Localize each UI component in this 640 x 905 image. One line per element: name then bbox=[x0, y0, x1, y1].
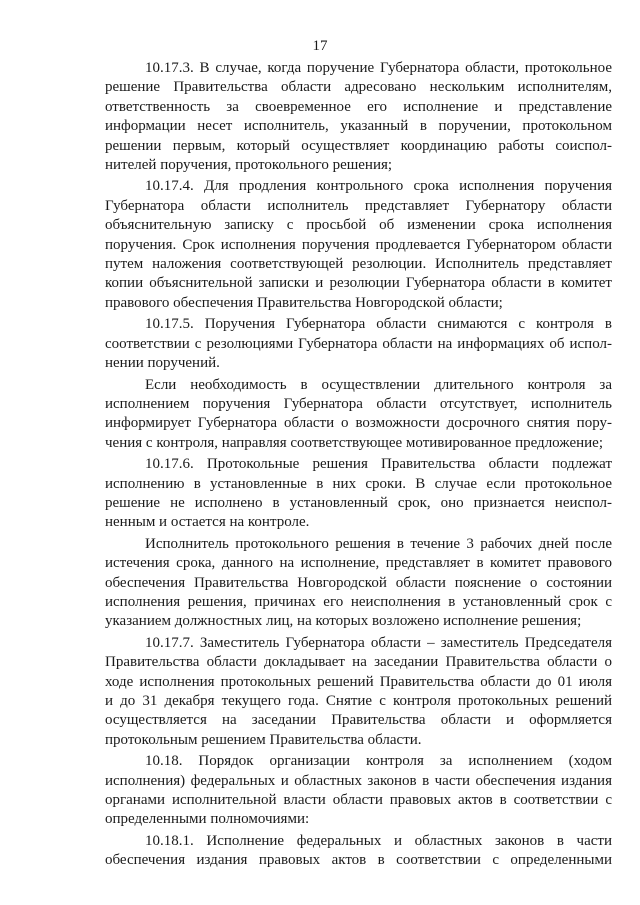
paragraph-10-18-1 bbox=[105, 832, 612, 871]
text-line: Губернатора области исполнитель представляет Губернатору области bbox=[105, 197, 612, 214]
text-line: ответственность за своевременное его исполнение и представление bbox=[105, 98, 612, 115]
text-line: Если необходимость в осуществлении длительного контроля за bbox=[145, 376, 612, 393]
text-line: органами исполнительной власти области правовых актов в соответствии с bbox=[105, 792, 612, 809]
text-line: чения с контроля, направляя соответствующее мотивированное предложение; bbox=[105, 434, 604, 451]
paragraph-10-17-3 bbox=[105, 59, 612, 175]
text-line: 10.17.4. Для продления контрольного срока исполнения поручения bbox=[145, 178, 612, 195]
text-line: информации несет исполнитель, указанный в поручении, протокольном bbox=[105, 118, 612, 135]
text-line: копии объяснительной записки и резолюции Губернатора области в комитет bbox=[105, 275, 612, 292]
text-line: решение Правительства области адресовано нескольким исполнителям, bbox=[105, 79, 612, 96]
paragraph-early-removal bbox=[105, 376, 612, 454]
text-line: путем наложения соответствующей резолюции. Исполнитель представляет bbox=[105, 256, 612, 273]
text-line: протокольным решением Правительства области. bbox=[105, 731, 422, 748]
text-line: Правительства области докладывает на заседании Правительства области о bbox=[105, 654, 612, 671]
text-line: соответствии с резолюциями Губернатора области на информациях об испол- bbox=[105, 335, 612, 352]
text-line: ненным и остается на контроле. bbox=[105, 514, 310, 531]
text-line: поручения. Срок исполнения поручения продлевается Губернатором области bbox=[105, 236, 612, 253]
text-line: 10.17.5. Поручения Губернатора области снимаются с контроля в bbox=[145, 316, 612, 333]
text-line: объяснительную записку с просьбой об изменении срока исполнения bbox=[105, 217, 612, 234]
text-line: 10.18.1. Исполнение федеральных и областных законов в части bbox=[145, 832, 612, 849]
text-line: исполнением поручения Губернатора области отсутствует, исполнитель bbox=[105, 395, 612, 412]
text-line: 10.17.7. Заместитель Губернатора области – заместитель Председателя bbox=[145, 634, 612, 651]
paragraph-10-17-7 bbox=[105, 634, 612, 750]
text-line: ходе исполнения протокольных решений Правительства области до 01 июля bbox=[105, 673, 612, 690]
text-line: 10.17.3. В случае, когда поручение Губернатора области, протокольное bbox=[145, 60, 612, 76]
paragraph-executor-report bbox=[105, 535, 612, 632]
text-line: истечения срока, данного на исполнение, представляет в комитет правового bbox=[105, 555, 612, 572]
text-line: нении поручений. bbox=[105, 355, 220, 372]
text-line: обеспечения Правительства Новгородской области пояснение о состоянии bbox=[105, 574, 612, 591]
paragraph-10-18 bbox=[105, 752, 612, 830]
text-line: нителей поручения, протокольного решения; bbox=[105, 157, 393, 174]
text-line: 10.17.6. Протокольные решения Правительства области подлежат bbox=[145, 456, 612, 473]
text-line: 10.18. Порядок организации контроля за исполнением (ходом bbox=[145, 753, 612, 770]
text-line: и до 31 декабря текущего года. Снятие с контроля протокольных решений bbox=[105, 693, 612, 709]
text-line: решении первым, который осуществляет координацию работы соиспол- bbox=[105, 137, 612, 154]
text-line: осуществляется на заседании Правительства области и оформляется bbox=[105, 712, 612, 729]
document-body bbox=[105, 59, 612, 871]
text-line: решение не исполнено в установленный срок, оно признается неиспол- bbox=[105, 494, 612, 511]
text-line: указанием должностных лиц, на которых возложено исполнение решения; bbox=[105, 613, 582, 630]
text-line: правового обеспечения Правительства Новгородской области; bbox=[105, 294, 503, 311]
text-line: информирует Губернатора области о возможности досрочного снятия пору- bbox=[105, 415, 612, 432]
paragraph-10-17-6 bbox=[105, 455, 612, 533]
text-line: исполнению в установленные в них сроки. В случае если протокольное bbox=[105, 475, 612, 492]
text-line: определенными полномочиями: bbox=[105, 811, 310, 828]
paragraph-10-17-5 bbox=[105, 315, 612, 373]
page-number: 17 bbox=[312, 38, 328, 54]
text-line: обеспечения издания правовых актов в соответствии с определенными bbox=[105, 852, 612, 869]
text-line: Исполнитель протокольного решения в течение 3 рабочих дней после bbox=[145, 535, 612, 552]
text-line: исполнения) федеральных и областных законов в части обеспечения издания bbox=[105, 772, 612, 789]
paragraph-10-17-4 bbox=[105, 177, 612, 313]
text-line: исполнения решения, причинах его неисполнения в установленный срок с bbox=[105, 593, 612, 610]
